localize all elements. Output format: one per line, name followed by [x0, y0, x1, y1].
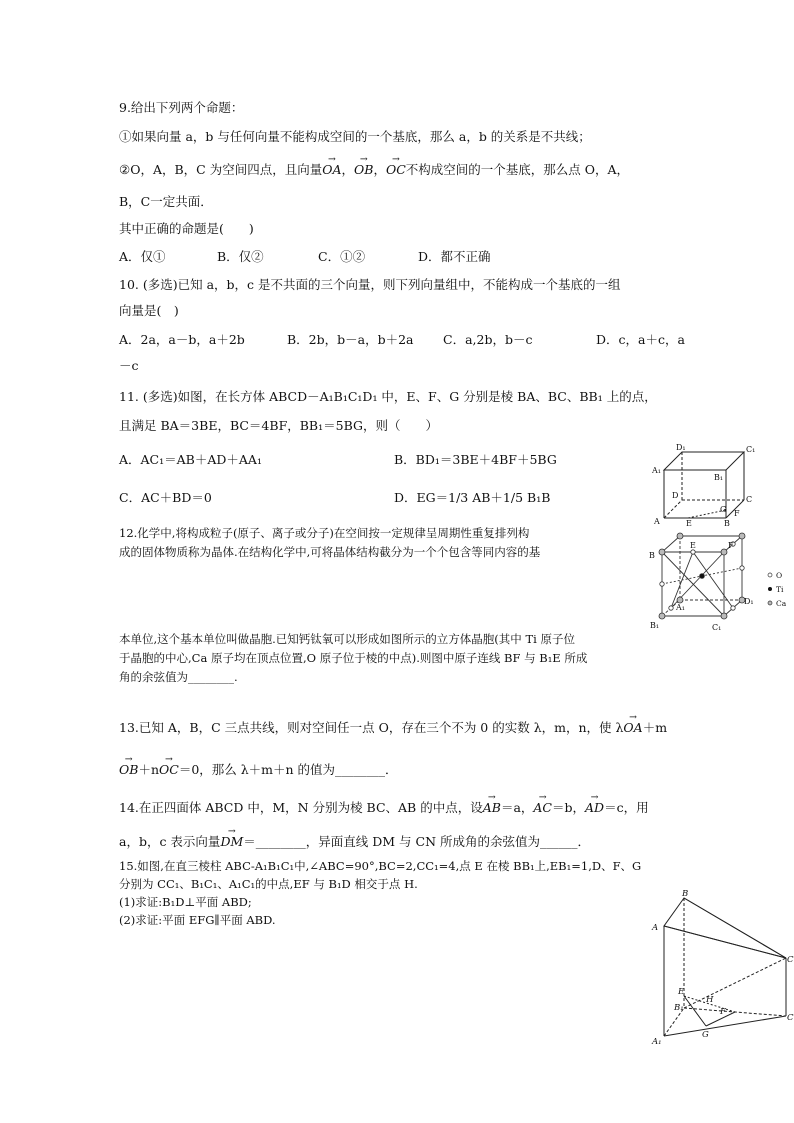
- prism-label-a: A: [652, 923, 659, 933]
- cuboid-figure: [636, 442, 756, 528]
- q14-vector-dm: → DM: [220, 834, 243, 849]
- q14-text-e: a，b，c 表示向量: [119, 834, 221, 849]
- q13-text-d: ＝0，那么 λ＋m＋n 的值为________．: [178, 762, 398, 777]
- label-b1: B₁: [714, 473, 724, 482]
- prism-label-a1: A₁: [652, 1037, 662, 1047]
- label-d: D: [672, 491, 679, 500]
- q14-vector-ac: → AC: [533, 800, 552, 815]
- q14-text-d: ＝c，用: [604, 800, 649, 815]
- prism-label-e: E: [678, 987, 685, 997]
- q10-option-a: A．2a，a－b，a＋2b: [119, 332, 245, 347]
- prism-label-c1: C: [787, 1013, 794, 1023]
- q10-option-d: D．c，a＋c，a: [596, 332, 685, 347]
- q14-line-1: [119, 798, 649, 816]
- q14-text-f: ＝________，异面直线 DM 与 CN 所成角的余弦值为______．: [243, 834, 590, 849]
- q9-question: 其中正确的命题是( ): [119, 221, 254, 236]
- q9-sep1: ，: [341, 162, 355, 177]
- prism-label-h: H: [706, 995, 714, 1005]
- cell-label-b: B: [649, 551, 655, 560]
- q10-stem-2: 向量是( ): [119, 303, 179, 318]
- q11-option-c: C．AC＋BD＝0: [119, 490, 212, 505]
- q15-line-1: 15.如图,在直三棱柱 ABC-A₁B₁C₁中,∠ABC=90°,BC=2,CC₁=4,点 E 在棱 BB₁上,EB₁=1,D、F、G: [119, 859, 642, 873]
- cell-label-a1: A₁: [676, 603, 685, 612]
- crystal-legend: [768, 571, 787, 608]
- q9-p2-text-b: 不构成空间的一个基底，那么点 O，A，: [405, 162, 630, 177]
- q13-line-1: [119, 718, 667, 736]
- q13-vector-oa: → OA: [623, 720, 642, 735]
- q13-vector-oc: → OC: [159, 762, 179, 777]
- q9-proposition-2: [119, 160, 629, 178]
- vector-oa: → OA: [322, 162, 341, 177]
- q12-line-1: 12.化学中,将构成粒子(原子、离子或分子)在空间按一定规律呈周期性重复排列构: [119, 526, 530, 540]
- label-b: B: [724, 519, 730, 528]
- q9-p2-text-a: ②O，A，B，C 为空间四点，且向量: [119, 162, 323, 177]
- q14-vector-ab: → AB: [483, 800, 501, 815]
- q11-stem-1: 11. (多选)如图，在长方体 ABCD－A₁B₁C₁D₁ 中，E、F、G 分别是棱 BA、BC、BB₁ 上的点，: [119, 389, 657, 404]
- q9-sep2: ，: [373, 162, 386, 177]
- cell-label-c1: C₁: [712, 623, 722, 632]
- q9-option-a: A．仅①: [119, 249, 166, 264]
- cell-label-b1: B₁: [650, 621, 660, 630]
- crystal-cell-figure: [642, 528, 790, 636]
- q14-text-b: ＝a，: [500, 800, 534, 815]
- q13-text-b: ＋m: [642, 720, 668, 735]
- q12-line-5: 角的余弦值为________.: [119, 670, 238, 684]
- q13-vector-ob: → OB: [119, 762, 138, 777]
- q15-part-1: (1)求证:B₁D⊥平面 ABD;: [119, 895, 252, 909]
- q14-text-c: ＝b，: [551, 800, 585, 815]
- cell-label-f: F: [728, 541, 734, 550]
- prism-label-b1: B₁: [674, 1003, 684, 1013]
- legend-ti: Ti: [776, 585, 784, 594]
- q13-line-2: [119, 760, 398, 778]
- cell-label-e: E: [690, 541, 696, 550]
- prism-label-b: B: [682, 889, 689, 899]
- q14-line-2: [119, 832, 590, 850]
- q12-line-3: 本单位,这个基本单位叫做晶胞.已知钙钛氧可以形成如图所示的立方体晶胞(其中 Ti 原子位: [119, 632, 575, 646]
- q10-option-c: C．a,2b，b－c: [443, 332, 533, 347]
- label-c: C: [746, 495, 753, 504]
- legend-o: O: [776, 571, 783, 580]
- q12-line-4: 于晶胞的中心,Ca 原子均在顶点位置,O 原子位于棱的中点).则图中原子连线 BF 与 B₁E 所成: [119, 651, 588, 665]
- legend-ca: Ca: [776, 599, 787, 608]
- q9-stem: 9.给出下列两个命题：: [119, 100, 244, 115]
- q15-part-2: (2)求证:平面 EFG∥平面 ABD.: [119, 913, 276, 927]
- prism-figure: [646, 888, 794, 1048]
- q13-text-c: ＋n: [138, 762, 159, 777]
- q15-line-2: 分别为 CC₁、B₁C₁、A₁C₁的中点,EF 与 B₁D 相交于点 H.: [119, 877, 418, 891]
- q9-proposition-1: ①如果向量 a，b 与任何向量不能构成空间的一个基底，那么 a，b 的关系是不共线；: [119, 129, 591, 144]
- q9-option-c: C．①②: [318, 249, 366, 264]
- prism-label-f: F: [720, 1007, 726, 1017]
- label-d1: D₁: [676, 443, 686, 452]
- label-f: F: [734, 509, 740, 518]
- vector-ob: → OB: [354, 162, 373, 177]
- q13-text-a: 13.已知 A，B，C 三点共线，则对空间任一点 O，存在三个不为 0 的实数 λ，m，n，使 λ: [119, 720, 624, 735]
- prism-label-g: G: [702, 1030, 709, 1040]
- label-g: G: [720, 505, 727, 514]
- label-a: A: [654, 517, 660, 526]
- q14-text-a: 14.在正四面体 ABCD 中，M，N 分别为棱 BC、AB 的中点，设: [119, 800, 483, 815]
- q9-option-b: B．仅②: [217, 249, 264, 264]
- q11-option-a: A．AC₁＝AB＋AD＋AA₁: [119, 452, 262, 467]
- q10-stem-1: 10. (多选)已知 a，b，c 是不共面的三个向量，则下列向量组中，不能构成一个基底的一组: [119, 277, 621, 292]
- q9-proposition-2-cont: B，C一定共面．: [119, 194, 213, 209]
- label-c1: C₁: [746, 445, 756, 454]
- q14-vector-ad: → AD: [585, 800, 604, 815]
- label-a1: A₁: [652, 466, 661, 475]
- q11-option-d: D．EG＝1/3 AB＋1/5 B₁B: [394, 490, 551, 505]
- q10-option-d-cont: －c: [119, 358, 139, 373]
- label-e: E: [686, 519, 692, 528]
- cell-label-d1: D₁: [744, 597, 754, 606]
- q12-line-2: 成的固体物质称为晶体.在结构化学中,可将晶体结构截分为一个个包含等同内容的基: [119, 545, 541, 559]
- q10-option-b: B．2b，b－a，b＋2a: [287, 332, 414, 347]
- prism-label-c-top: C: [787, 955, 794, 965]
- q11-option-b: B．BD₁＝3BE＋4BF＋5BG: [394, 452, 557, 467]
- vector-oc: → OC: [386, 162, 406, 177]
- q9-option-d: D．都不正确: [418, 249, 491, 264]
- q11-stem-2: 且满足 BA＝3BE，BC＝4BF，BB₁＝5BG，则（ ）: [119, 418, 438, 433]
